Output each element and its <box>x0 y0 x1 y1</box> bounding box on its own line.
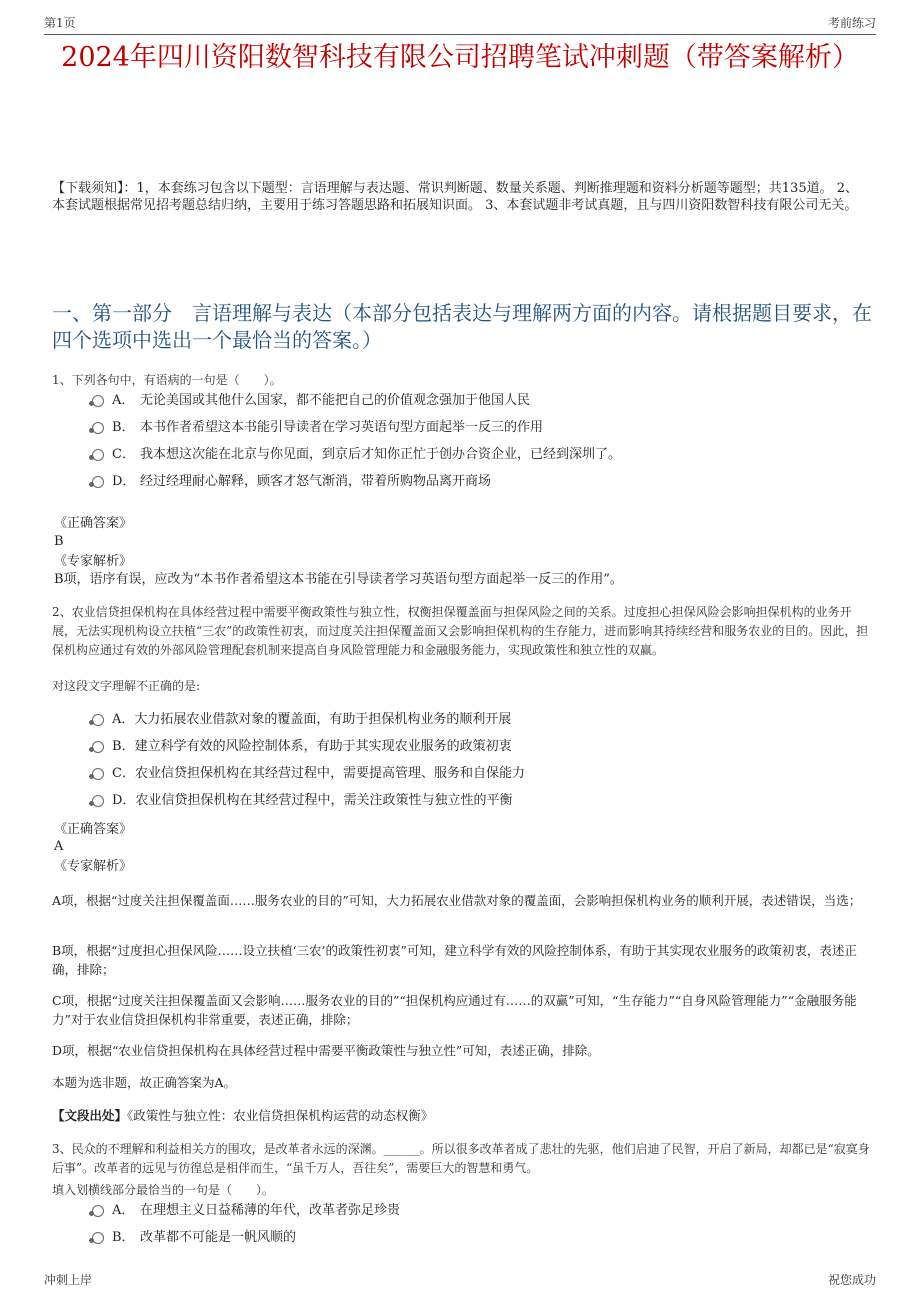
section-heading: 一、第一部分 言语理解与表达（本部分包括表达与理解两方面的内容。请根据题目要求，在四个选项中选出一个最恰当的答案。） <box>52 301 872 352</box>
q2-option-d[interactable]: D．农业信贷担保机构在其经营过程中，需关注政策性与独立性的平衡 <box>92 792 860 810</box>
q2-analysis-a: A项，根据“过度关注担保覆盖面……服务农业的目的”可知，大力拓展农业借款对象的覆盖面，会影响担保机构业务的顺利开展，表述错误，当选； <box>52 893 862 908</box>
q2-analysis-label: 《专家解析》 <box>54 859 133 874</box>
q2-analysis-c: C项，根据“过度关注担保覆盖面又会影响……服务农业的目的”“担保机构应通过有……的双赢”可知，“生存能力”“自身风险管理能力”“金融服务能力”对于农业信贷担保机构非常重要，表述正确，排除； <box>52 993 857 1027</box>
radio-icon[interactable] <box>92 768 104 780</box>
q3-stem: 3、民众的不理解和利益相关方的围攻，是改革者永远的深渊。______。所以很多改革者成了悲壮的先驱，他们启迪了民智，开启了新局，却都已是“寂寞身后事”。改革者的远见与彷徨总是相伴而生，“虽千万人，吾往矣”，需要巨大的智慧和勇气。 <box>52 1142 870 1175</box>
q1-option-b[interactable]: B． 本书作者希望这本书能引导读者在学习英语句型方面起举一反三的作用 <box>92 419 860 437</box>
radio-icon[interactable] <box>92 476 104 488</box>
q2-source <box>52 1106 868 1125</box>
radio-icon[interactable] <box>92 1232 104 1244</box>
q2-answer-label: 《正确答案》 <box>54 822 133 837</box>
q3-ask: 填入划横线部分最恰当的一句是（ ）。 <box>52 1183 275 1197</box>
q2-ask: 对这段文字理解不正确的是: <box>52 679 201 693</box>
q2-option-b[interactable]: B．建立科学有效的风险控制体系，有助于其实现农业服务的政策初衷 <box>92 738 860 756</box>
radio-icon[interactable] <box>92 1205 104 1217</box>
page-number: 第1页 <box>44 16 76 30</box>
download-notice: 【下载须知】：1，本套练习包含以下题型：言语理解与表达题、常识判断题、数量关系题、判断推理题和资料分析题等题型；共135道。 2、本套试题根据常见招考题总结归纳，主要用于练习答题思路和拓展知识面。 3、本套试题非考试真题，且与四川资阳数智科技有限公司无关。 <box>52 181 858 213</box>
q2-answer: A <box>54 839 64 854</box>
page-footer <box>44 1271 876 1288</box>
source-label: 【文段出处】 <box>52 1108 128 1123</box>
radio-icon[interactable] <box>92 395 104 407</box>
source-text: 《政策性与独立性：农业信贷担保机构运营的动态权衡》 <box>127 1108 434 1123</box>
radio-icon[interactable] <box>92 795 104 807</box>
q1-option-c[interactable]: C． 我本想这次能在北京与你见面，到京后才知你正忙于创办合资企业，已经到深圳了。 <box>92 446 860 464</box>
radio-icon[interactable] <box>92 714 104 726</box>
footer-left: 冲刺上岸 <box>44 1273 93 1287</box>
q1-stem: 1、下列各句中，有语病的一句是（ ）。 <box>52 373 282 387</box>
q3-option-b[interactable]: B． 改革都不可能是一帆风顺的 <box>92 1229 860 1247</box>
header-label: 考前练习 <box>827 16 876 30</box>
radio-icon[interactable] <box>92 741 104 753</box>
q2-stem: 2、农业信贷担保机构在具体经营过程中需要平衡政策性与独立性，权衡担保覆盖面与担保风险之间的关系。过度担心担保风险会影响担保机构的业务开展，无法实现机构设立扶植“三农”的政策性初衷，而过度关注担保覆盖面又会影响担保机构的生存能力，进而影响其持续经营和服务农业的目的。因此，担保机构应通过有效的外部风险管理配套机制来提高自身风险管理能力和金融服务能力，实现政策性和独立性的双赢。 <box>52 605 869 657</box>
q1-answer-label: 《正确答案》 <box>54 516 133 531</box>
radio-icon[interactable] <box>92 449 104 461</box>
q3-option-a[interactable]: A． 在理想主义日益稀薄的年代，改革者弥足珍贵 <box>92 1202 860 1220</box>
radio-icon[interactable] <box>92 422 104 434</box>
q2-option-c[interactable]: C．农业信贷担保机构在其经营过程中，需要提高管理、服务和自保能力 <box>92 765 860 783</box>
q1-analysis-label: 《专家解析》 <box>54 554 133 569</box>
page-header <box>44 14 876 35</box>
document-title: 2024年四川资阳数智科技有限公司招聘笔试冲刺题（带答案解析） <box>61 42 859 73</box>
q2-conclusion: 本题为选非题，故正确答案为A。 <box>52 1075 237 1090</box>
footer-right: 祝您成功 <box>827 1273 876 1287</box>
q1-option-d[interactable]: D． 经过经理耐心解释，顾客才怒气渐消，带着所购物品离开商场 <box>92 473 860 491</box>
q2-analysis-d: D项，根据“农业信贷担保机构在具体经营过程中需要平衡政策性与独立性”可知，表述正确，排除。 <box>52 1043 600 1058</box>
q1-answer: B <box>54 534 64 549</box>
q1-analysis: B项，语序有误，应改为“本书作者希望这本书能在引导读者学习英语句型方面起举一反三的作用”。 <box>54 572 623 587</box>
q1-option-a[interactable]: A． 无论美国或其他什么国家，都不能把自己的价值观念强加于他国人民 <box>92 392 860 410</box>
q2-option-a[interactable]: A．大力拓展农业借款对象的覆盖面，有助于担保机构业务的顺利开展 <box>92 711 860 729</box>
q2-analysis-b: B项，根据“过度担心担保风险……设立扶植‘三农’的政策性初衷”可知，建立科学有效的风险控制体系，有助于其实现农业服务的政策初衷，表述正确，排除； <box>52 943 857 977</box>
